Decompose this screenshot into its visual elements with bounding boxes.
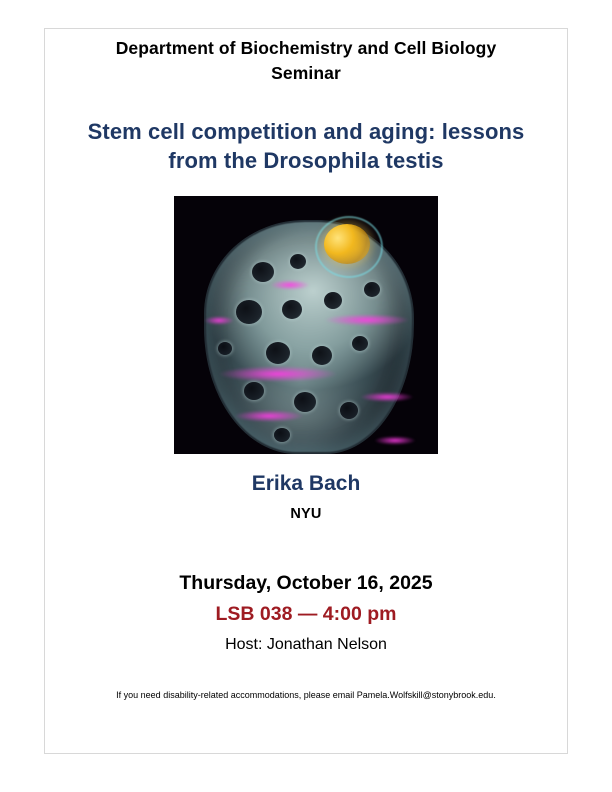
department-heading xyxy=(70,36,542,87)
stem-cell-niche-cluster xyxy=(324,224,370,264)
magenta-filament xyxy=(360,392,414,402)
magenta-filament xyxy=(234,410,304,422)
accommodation-notice: If you need disability-related accommodations, please email Pamela.Wolfskill@stonybrook.edu. xyxy=(116,689,496,700)
vacuole-spot xyxy=(352,336,368,351)
vacuole-spot xyxy=(236,300,262,324)
talk-title xyxy=(70,117,542,176)
vacuole-spot xyxy=(290,254,306,269)
vacuole-spot xyxy=(252,262,274,282)
speaker-name: Erika Bach xyxy=(251,471,361,495)
department-line-2: Seminar xyxy=(271,63,341,84)
magenta-filament xyxy=(204,316,234,325)
tissue-lobe-edge xyxy=(204,220,414,454)
seminar-date: Thursday, October 16, 2025 xyxy=(179,571,433,594)
magenta-filament xyxy=(374,436,416,445)
vacuole-spot xyxy=(340,402,358,419)
magenta-filament xyxy=(324,314,410,326)
seminar-host: Host: Jonathan Nelson xyxy=(225,635,387,653)
department-line-1: Department of Biochemistry and Cell Biology xyxy=(115,38,497,58)
vacuole-spot xyxy=(324,292,342,309)
vacuole-spot xyxy=(266,342,290,364)
vacuole-spot xyxy=(282,300,302,319)
seminar-location-time: LSB 038 — 4:00 pm xyxy=(215,602,397,625)
talk-title-line-2: from the Drosophila testis xyxy=(168,148,444,174)
vacuole-spot xyxy=(244,382,264,400)
flyer-content xyxy=(52,36,560,700)
vacuole-spot xyxy=(218,342,232,355)
talk-title-line-1: Stem cell competition and aging: lessons xyxy=(87,118,525,144)
vacuole-spot xyxy=(364,282,380,297)
vacuole-spot xyxy=(312,346,332,365)
magenta-filament xyxy=(218,366,338,382)
speaker-affiliation: NYU xyxy=(290,505,322,522)
magenta-filament xyxy=(270,280,310,290)
figure-wrapper xyxy=(70,196,542,454)
microscopy-image xyxy=(174,196,438,454)
vacuole-spot xyxy=(274,428,290,442)
vacuole-spot xyxy=(294,392,316,412)
